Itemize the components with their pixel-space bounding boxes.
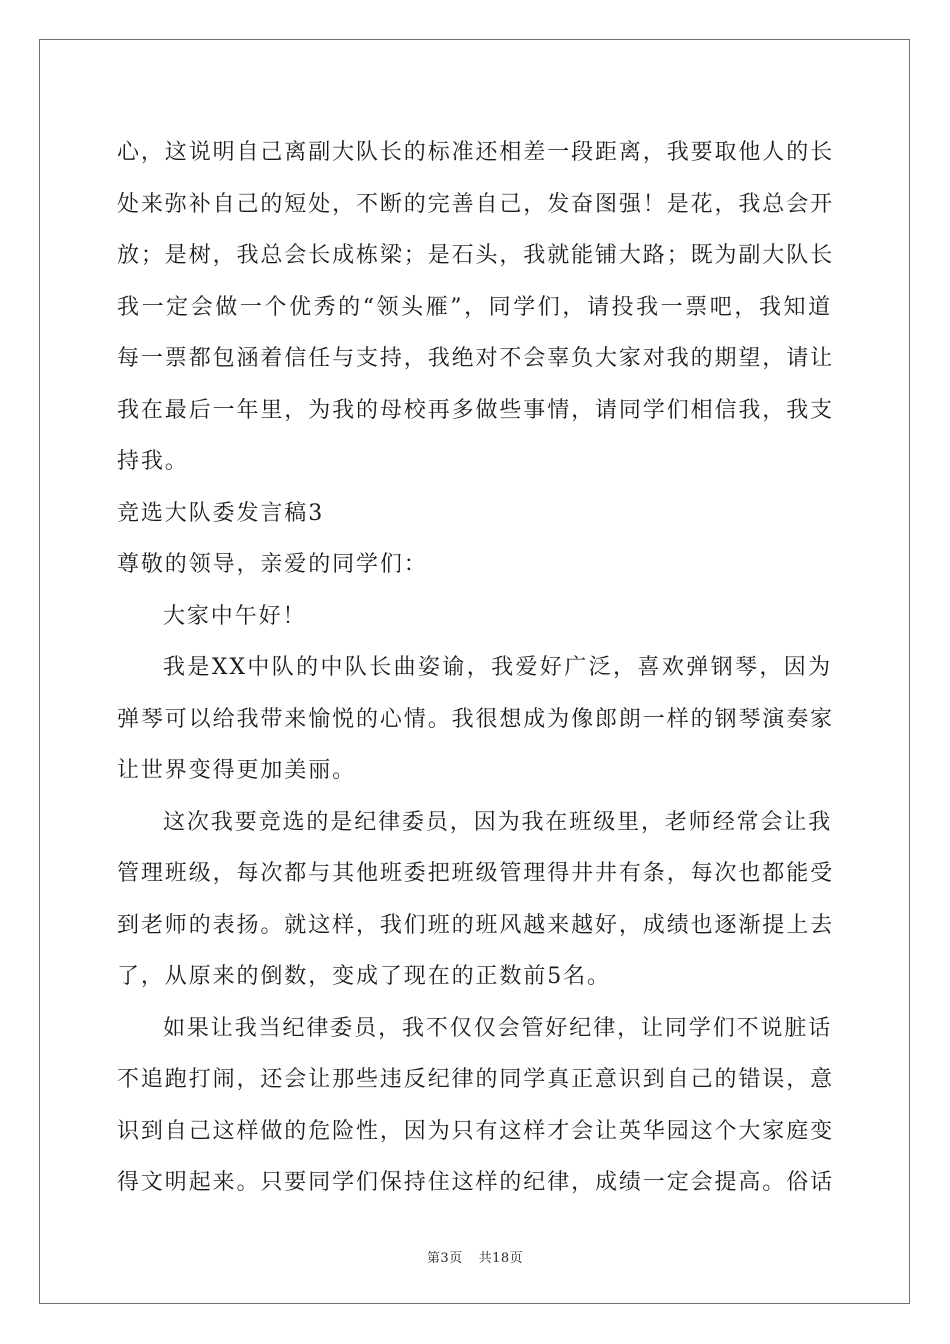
text-line: 放；是树，我总会长成栋梁；是石头，我就能铺大路；既为副大队长	[117, 243, 835, 268]
text-line: 让世界变得更加美丽。	[117, 758, 357, 783]
text-line: 弹琴可以给我带来愉悦的心情。我很想成为像郎朗一样的钢琴演奏家	[117, 706, 835, 732]
text-line: 我在最后一年里，为我的母校再多做些事情，请同学们相信我，我支	[117, 397, 835, 423]
text-line: 我是XX中队的中队长曲姿谕，我爱好广泛，喜欢弹钢琴，因为	[163, 655, 832, 680]
text-line: 不追跑打闹，还会让那些违反纪律的同学真正意识到自己的错误，意	[117, 1067, 835, 1092]
current-page-label: 第3页	[426, 1251, 463, 1266]
text-line: 尊敬的领导，亲爱的同学们：	[117, 552, 428, 577]
text-line: 竞选大队委发言稿3	[117, 500, 325, 526]
page-footer	[0, 1247, 950, 1266]
text-line: 识到自己这样做的危险性，因为只有这样才会让英华园这个大家庭变	[117, 1118, 835, 1144]
total-pages-label: 共18页	[478, 1251, 524, 1266]
text-line: 持我。	[117, 449, 189, 474]
document-body	[117, 127, 835, 1209]
text-line: 每一票都包涵着信任与支持，我绝对不会辜负大家对我的期望，请让	[117, 346, 835, 371]
text-line: 了，从原来的倒数，变成了现在的正数前5名。	[117, 964, 611, 989]
text-line: 如果让我当纪律委员，我不仅仅会管好纪律，让同学们不说脏话	[163, 1015, 833, 1041]
text-line: 管理班级，每次都与其他班委把班级管理得井井有条，每次也都能受	[117, 861, 835, 886]
text-line: 到老师的表扬。就这样，我们班的班风越来越好，成绩也逐渐提上去	[117, 912, 835, 938]
text-line: 心，这说明自己离副大队长的标准还相差一段距离，我要取他人的长	[117, 140, 835, 165]
text-line: 大家中午好！	[163, 603, 307, 629]
text-line: 这次我要竞选的是纪律委员，因为我在班级里，老师经常会让我	[163, 809, 833, 835]
text-line: 处来弥补自己的短处，不断的完善自己，发奋图强！是花，我总会开	[117, 191, 835, 217]
text-line: 得文明起来。只要同学们保持住这样的纪律，成绩一定会提高。俗话	[117, 1170, 835, 1195]
text-line: 我一定会做一个优秀的“领头雁”，同学们，请投我一票吧，我知道	[117, 294, 832, 320]
